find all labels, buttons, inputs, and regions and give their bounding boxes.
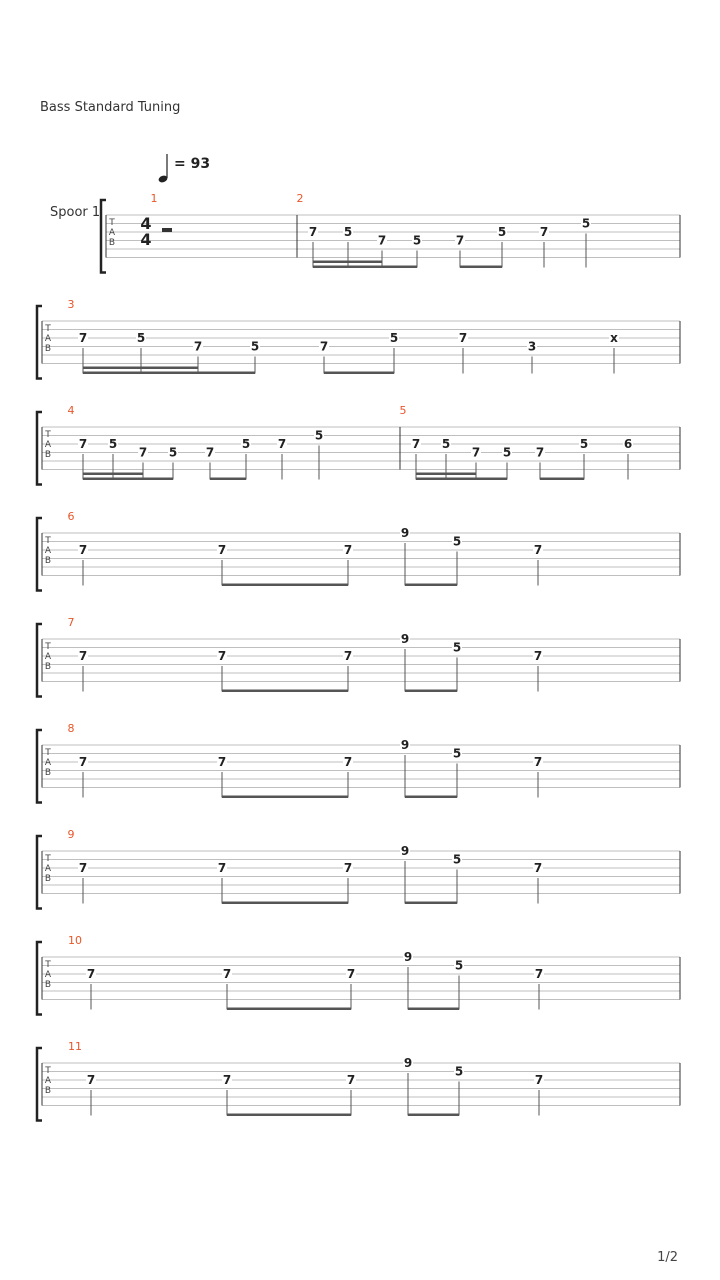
tempo-marking: = 93 <box>174 156 211 172</box>
tab-clef-letter: A <box>44 440 52 450</box>
beam <box>83 372 255 375</box>
tab-clef-letter: T <box>45 536 51 546</box>
system-bracket <box>37 624 42 697</box>
fret-number: 5 <box>136 331 146 345</box>
system-bracket <box>37 1048 42 1121</box>
page-number: 1/2 <box>657 1250 678 1265</box>
tab-clef-letter: A <box>44 758 52 768</box>
tab-clef-letter: T <box>45 748 51 758</box>
beam <box>408 1114 459 1117</box>
tab-clef-letter: B <box>44 980 52 990</box>
tab-clef-letter: T <box>45 324 51 334</box>
fret-number: 7 <box>217 861 227 875</box>
fret-number: 5 <box>250 339 260 354</box>
tab-clef-letter: T <box>109 218 115 228</box>
beam <box>210 478 246 481</box>
fret-number: 7 <box>411 437 421 451</box>
system-bracket <box>37 306 42 379</box>
beam <box>222 584 348 587</box>
tab-clef-letter: B <box>108 238 116 248</box>
fret-number: 5 <box>452 534 462 549</box>
tab-clef-letter: B <box>44 768 52 778</box>
beam <box>460 266 502 269</box>
fret-number: 5 <box>168 445 178 460</box>
system-bracket <box>37 836 42 909</box>
fret-number: 7 <box>78 437 88 451</box>
measure-number: 8 <box>67 722 75 735</box>
fret-number: 7 <box>205 445 215 460</box>
fret-number: 5 <box>497 225 507 239</box>
fret-number: x <box>610 331 618 345</box>
system-bracket <box>101 200 106 273</box>
tab-system <box>0 609 720 719</box>
beam <box>83 478 173 481</box>
fret-number: 7 <box>343 649 353 663</box>
fret-number: 5 <box>241 437 251 451</box>
fret-number: 7 <box>535 445 545 460</box>
fret-number: 7 <box>217 649 227 663</box>
beam <box>313 261 382 264</box>
tab-system <box>0 715 720 825</box>
tab-clef-letter: A <box>44 970 52 980</box>
fret-number: 7 <box>86 1073 96 1087</box>
fret-number: 7 <box>346 1073 356 1087</box>
fret-number: 5 <box>454 958 464 973</box>
beam <box>416 478 507 481</box>
measure-number: 6 <box>67 510 75 523</box>
tuning-label: Bass Standard Tuning <box>40 100 181 115</box>
fret-number: 7 <box>533 861 543 875</box>
fret-number: 5 <box>343 225 353 239</box>
system-bracket <box>37 730 42 803</box>
fret-number: 5 <box>389 331 399 345</box>
fret-number: 7 <box>138 445 148 460</box>
beam <box>405 902 457 905</box>
fret-number: 7 <box>343 861 353 875</box>
fret-number: 7 <box>533 543 543 557</box>
fret-number: 5 <box>452 746 462 761</box>
tab-clef-letter: B <box>44 1086 52 1096</box>
tab-clef-letter: A <box>44 652 52 662</box>
system-bracket <box>37 412 42 485</box>
quarter-note-icon <box>158 152 174 184</box>
fret-number: 7 <box>533 755 543 769</box>
fret-number: 7 <box>78 331 88 345</box>
fret-number: 7 <box>277 437 287 451</box>
fret-number: 7 <box>319 339 329 354</box>
tab-clef-letter: A <box>44 1076 52 1086</box>
tab-clef-letter: T <box>45 960 51 970</box>
fret-number: 7 <box>86 967 96 981</box>
fret-number: 7 <box>222 967 232 981</box>
tab-clef-letter: B <box>44 556 52 566</box>
fret-number: 9 <box>403 1056 413 1070</box>
fret-number: 7 <box>217 543 227 557</box>
fret-number: 9 <box>403 950 413 964</box>
fret-number: 5 <box>452 640 462 655</box>
measure-number: 2 <box>296 192 304 205</box>
beam <box>222 902 348 905</box>
fret-number: 7 <box>539 225 549 239</box>
beam <box>405 584 457 587</box>
fret-number: 5 <box>454 1064 464 1079</box>
beam <box>540 478 584 481</box>
fret-number: 7 <box>343 755 353 769</box>
fret-number: 5 <box>579 437 589 451</box>
fret-number: 5 <box>314 428 324 443</box>
tab-clef-letter: A <box>44 334 52 344</box>
fret-number: 7 <box>458 331 468 345</box>
fret-number: 7 <box>222 1073 232 1087</box>
beam <box>405 796 457 799</box>
fret-number: 5 <box>581 216 591 231</box>
system-bracket <box>37 518 42 591</box>
fret-number: 7 <box>471 445 481 460</box>
fret-number: 7 <box>78 543 88 557</box>
beam <box>227 1008 351 1011</box>
fret-number: 7 <box>78 861 88 875</box>
fret-number: 7 <box>78 755 88 769</box>
fret-number: 7 <box>377 233 387 248</box>
measure-number: 7 <box>67 616 75 629</box>
fret-number: 9 <box>400 632 410 646</box>
fret-number: 7 <box>193 339 203 354</box>
fret-number: 5 <box>452 852 462 867</box>
tab-system <box>0 821 720 931</box>
fret-number: 7 <box>455 233 465 248</box>
tab-clef-letter: T <box>45 642 51 652</box>
measure-number: 10 <box>68 934 82 947</box>
fret-number: 7 <box>534 967 544 981</box>
tab-clef-letter: B <box>44 662 52 672</box>
beam <box>227 1114 351 1117</box>
fret-number: 7 <box>78 649 88 663</box>
fret-number: 5 <box>502 445 512 460</box>
tab-clef-letter: B <box>44 450 52 460</box>
fret-number: 9 <box>400 738 410 752</box>
beam <box>83 473 143 476</box>
beam <box>416 473 476 476</box>
tab-system <box>0 397 720 507</box>
fret-number: 7 <box>533 649 543 663</box>
measure-number: 5 <box>399 404 407 417</box>
measure-number: 11 <box>68 1040 82 1053</box>
beam <box>405 690 457 693</box>
fret-number: 7 <box>343 543 353 557</box>
tab-clef-letter: B <box>44 344 52 354</box>
tab-system <box>0 927 720 1037</box>
system-bracket <box>37 942 42 1015</box>
fret-number: 7 <box>346 967 356 981</box>
fret-number: 7 <box>217 755 227 769</box>
measure-number: 9 <box>67 828 75 841</box>
beam <box>222 690 348 693</box>
fret-number: 5 <box>441 437 451 451</box>
beam <box>324 372 394 375</box>
tab-system <box>0 1033 720 1143</box>
measure-number: 1 <box>150 192 158 205</box>
tab-clef-letter: T <box>45 430 51 440</box>
measure-number: 3 <box>67 298 75 311</box>
tab-system <box>0 185 720 295</box>
fret-number: 9 <box>400 526 410 540</box>
fret-number: 3 <box>527 339 537 354</box>
tab-clef-letter: B <box>44 874 52 884</box>
tab-clef-letter: A <box>44 864 52 874</box>
beam <box>408 1008 459 1011</box>
fret-number: 6 <box>623 437 633 451</box>
tab-system <box>0 503 720 613</box>
tab-clef-letter: T <box>45 854 51 864</box>
time-signature-bottom: 4 <box>140 230 152 249</box>
beam <box>313 266 417 269</box>
fret-number: 5 <box>412 233 422 248</box>
beam <box>83 367 198 370</box>
tab-clef-letter: A <box>44 546 52 556</box>
tab-clef-letter: A <box>108 228 116 238</box>
track-name: Spoor 1 <box>50 205 101 220</box>
tab-system <box>0 291 720 401</box>
whole-rest <box>162 228 172 232</box>
time-signature-top: 4 <box>140 214 152 233</box>
fret-number: 5 <box>108 437 118 451</box>
fret-number: 7 <box>308 225 318 239</box>
fret-number: 7 <box>534 1073 544 1087</box>
measure-number: 4 <box>67 404 75 417</box>
beam <box>222 796 348 799</box>
fret-number: 9 <box>400 844 410 858</box>
tab-clef-letter: T <box>45 1066 51 1076</box>
